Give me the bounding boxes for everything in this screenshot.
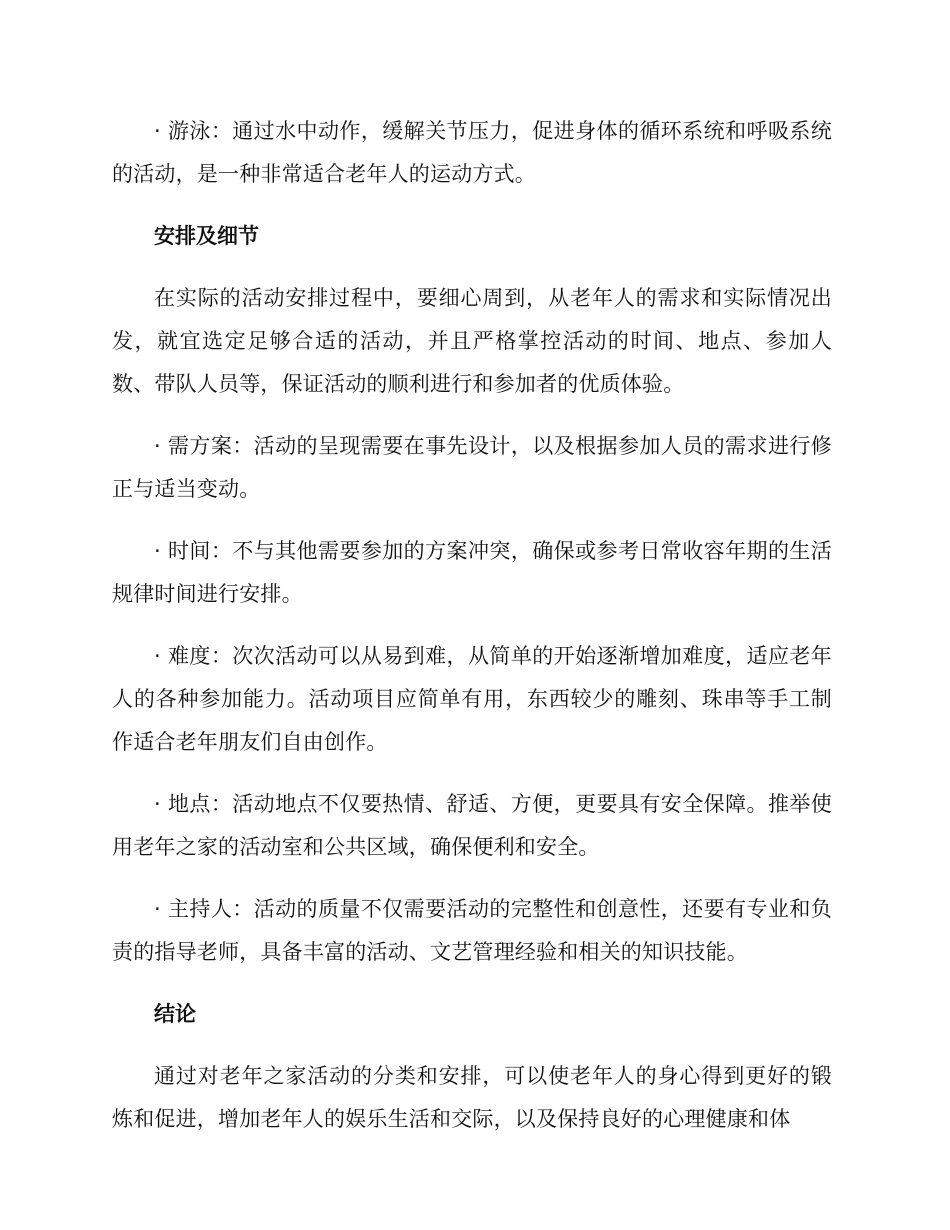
document-body bbox=[112, 110, 832, 1160]
paragraph-location: · 地点：活动地点不仅要热情、舒适、方便，更要具有安全保障。推举使用老年之家的活动室和公共区域，确保便利和安全。 bbox=[112, 792, 832, 859]
paragraph-host: · 主持人：活动的质量不仅需要活动的完整性和创意性，还要有专业和负责的指导老师，具备丰富的活动、文艺管理经验和相关的知识技能。 bbox=[112, 897, 832, 964]
heading-conclusion: 结论 bbox=[154, 1002, 196, 1026]
heading-arrangement: 安排及细节 bbox=[154, 224, 259, 248]
paragraph-swimming: · 游泳：通过水中动作，缓解关节压力，促进身体的循环系统和呼吸系统的活动，是一种非常适合老年人的运动方式。 bbox=[112, 119, 832, 186]
paragraph-conclusion: 通过对老年之家活动的分类和安排，可以使老年人的身心得到更好的锻炼和促进，增加老年人的娱乐生活和交际，以及保持良好的心理健康和体 bbox=[112, 1064, 832, 1131]
paragraph-difficulty: · 难度：次次活动可以从易到难，从简单的开始逐渐增加难度，适应老年人的各种参加能力。活动项目应简单有用，东西较少的雕刻、珠串等手工制作适合老年朋友们自由创作。 bbox=[112, 644, 832, 754]
paragraph-arrangement: 在实际的活动安排过程中，要细心周到，从老年人的需求和实际情况出发，就宜选定足够合适的活动，并且严格掌控活动的时间、地点、参加人数、带队人员等，保证活动的顺利进行和参加者的优质体验。 bbox=[112, 286, 832, 396]
paragraph-time: · 时间：不与其他需要参加的方案冲突，确保或参考日常收容年期的生活规律时间进行安排。 bbox=[112, 539, 832, 606]
paragraph-plan: · 需方案：活动的呈现需要在事先设计，以及根据参加人员的需求进行修正与适当变动。 bbox=[112, 434, 832, 501]
